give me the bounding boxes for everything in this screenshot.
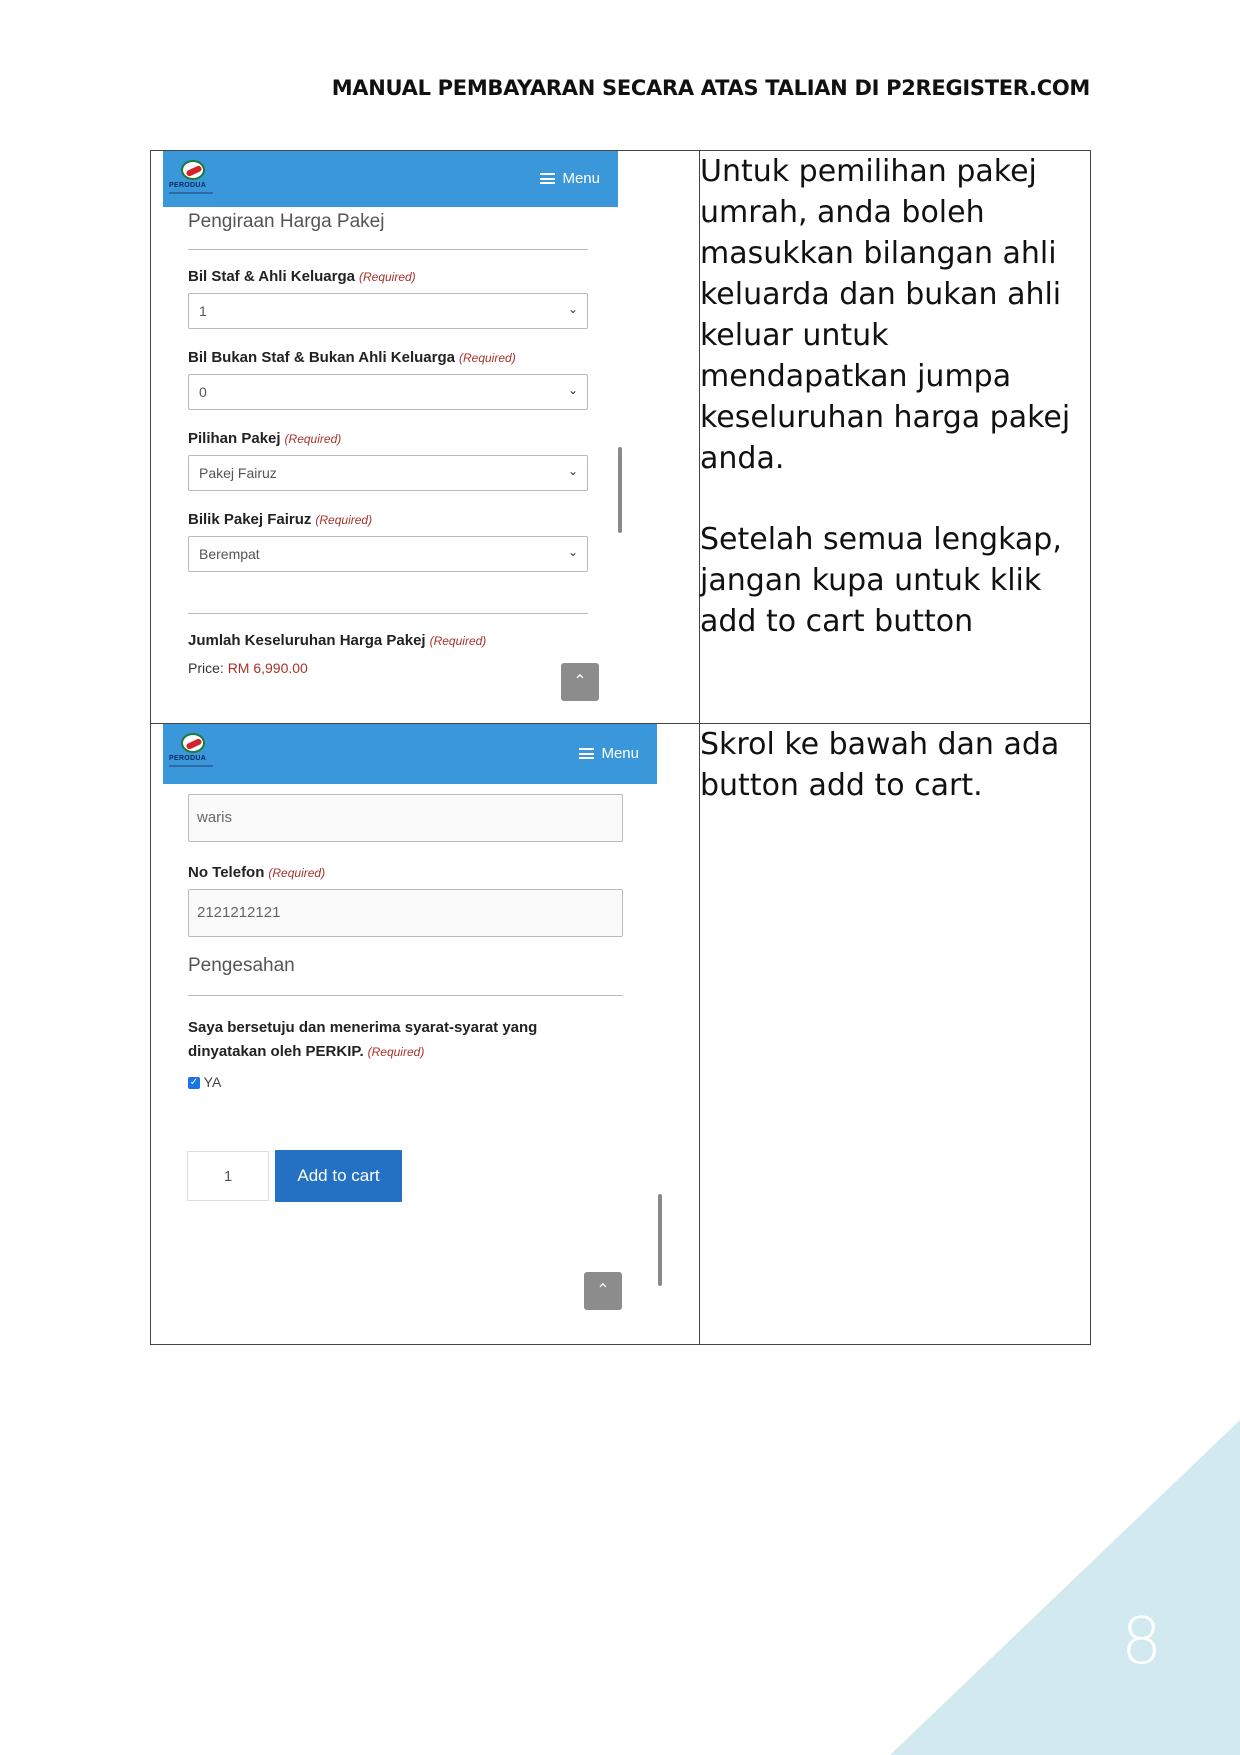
menu-button[interactable] bbox=[540, 170, 600, 187]
site-topbar bbox=[163, 151, 618, 207]
field-label: Bil Staf & Ahli Keluarga bbox=[188, 268, 355, 285]
field-package-choice bbox=[188, 430, 588, 491]
perodua-logo[interactable] bbox=[169, 160, 215, 198]
field-staff-count bbox=[188, 268, 588, 329]
logo-text: PERODUA bbox=[169, 182, 207, 189]
package-select[interactable] bbox=[188, 455, 588, 491]
agreement-label: Saya bersetuju dan menerima syarat-syarat yang dinyatakan oleh PERKIP. bbox=[188, 1019, 538, 1060]
required-marker: (Required) bbox=[367, 1045, 425, 1059]
agreement-text bbox=[188, 1016, 578, 1064]
phone-input[interactable]: 2121212121 bbox=[188, 889, 623, 937]
checkbox-checked-icon[interactable]: ✓ bbox=[189, 1077, 199, 1089]
page-number: 8 bbox=[1121, 1605, 1162, 1679]
section-title: Pengesahan bbox=[188, 955, 295, 976]
field-label: Jumlah Keseluruhan Harga Pakej bbox=[188, 632, 426, 649]
field-label: Pilihan Pakej bbox=[188, 430, 281, 447]
hamburger-icon bbox=[579, 748, 594, 759]
chevron-down-icon: ⌄ bbox=[567, 464, 578, 478]
section-divider bbox=[188, 995, 623, 996]
logo-tagline bbox=[169, 765, 213, 767]
staff-count-select[interactable] bbox=[188, 293, 588, 329]
scrollbar-thumb[interactable] bbox=[658, 1194, 662, 1286]
logo-mark-icon bbox=[181, 160, 205, 180]
non-staff-count-select[interactable] bbox=[188, 374, 588, 410]
scroll-to-top-button[interactable] bbox=[561, 663, 599, 701]
form-content-1 bbox=[188, 207, 588, 676]
description-cell-2 bbox=[700, 724, 1091, 1345]
select-value: Berempat bbox=[199, 546, 260, 562]
select-value: Pakej Fairuz bbox=[199, 465, 277, 481]
add-to-cart-button[interactable]: Add to cart bbox=[275, 1150, 402, 1202]
waris-input[interactable]: waris bbox=[188, 794, 623, 842]
select-value: 0 bbox=[199, 384, 207, 400]
form-content-2 bbox=[188, 794, 623, 1090]
logo-mark-icon bbox=[181, 733, 205, 753]
phone-screenshot-1 bbox=[163, 151, 618, 723]
checkbox-label: YA bbox=[203, 1074, 222, 1090]
description-cell-1 bbox=[700, 151, 1091, 724]
quantity-input[interactable]: 1 bbox=[187, 1151, 269, 1201]
instruction-table bbox=[150, 150, 1091, 1345]
price-label: Price: bbox=[188, 660, 224, 676]
step-row-1 bbox=[151, 151, 1091, 724]
screenshot-cell-1 bbox=[151, 151, 700, 724]
required-marker: (Required) bbox=[284, 432, 342, 446]
chevron-down-icon: ⌄ bbox=[567, 545, 578, 559]
menu-label: Menu bbox=[562, 170, 600, 187]
section-divider bbox=[188, 249, 588, 250]
field-room-type bbox=[188, 511, 588, 572]
required-marker: (Required) bbox=[358, 270, 416, 284]
scrollbar-thumb[interactable] bbox=[618, 447, 622, 533]
agree-checkbox-row[interactable] bbox=[188, 1074, 623, 1090]
scroll-to-top-button[interactable] bbox=[584, 1272, 622, 1310]
required-marker: (Required) bbox=[459, 351, 516, 365]
field-label: Bilik Pakej Fairuz bbox=[188, 511, 312, 528]
site-topbar bbox=[163, 724, 657, 784]
logo-text: PERODUA bbox=[169, 755, 207, 762]
page-header: MANUAL PEMBAYARAN SECARA ATAS TALIAN DI P2REGISTER.COM bbox=[331, 76, 1090, 100]
chevron-down-icon: ⌄ bbox=[567, 302, 578, 316]
section-title: Pengiraan Harga Pakej bbox=[188, 211, 385, 232]
screenshot-cell-2 bbox=[151, 724, 700, 1345]
price-line bbox=[188, 660, 588, 676]
required-marker: (Required) bbox=[268, 866, 326, 880]
field-label: No Telefon bbox=[188, 864, 265, 881]
room-select[interactable] bbox=[188, 536, 588, 572]
step-row-2 bbox=[151, 724, 1091, 1345]
required-marker: (Required) bbox=[315, 513, 373, 527]
field-label: Bil Bukan Staf & Bukan Ahli Keluarga bbox=[188, 349, 455, 366]
description-paragraph: Skrol ke bawah dan ada button add to cart. bbox=[700, 727, 1060, 803]
field-phone bbox=[188, 864, 623, 937]
phone-screenshot-2 bbox=[163, 724, 657, 1344]
menu-label: Menu bbox=[601, 745, 639, 762]
field-non-staff-count bbox=[188, 349, 588, 410]
description-paragraph: Setelah semua lengkap, jangan kupa untuk klik add to cart button bbox=[700, 522, 1062, 639]
logo-tagline bbox=[169, 192, 213, 194]
total-price-field bbox=[188, 632, 588, 676]
perodua-logo[interactable] bbox=[169, 733, 215, 771]
required-marker: (Required) bbox=[429, 634, 487, 648]
chevron-down-icon: ⌄ bbox=[567, 383, 578, 397]
section-divider bbox=[188, 613, 588, 614]
hamburger-icon bbox=[540, 173, 555, 184]
description-paragraph: Untuk pemilihan pakej umrah, anda boleh masukkan bilangan ahli keluarda dan bukan ahli keluar untuk mendapatkan jumpa keseluruhan harga pakej anda. bbox=[700, 154, 1071, 476]
chevron-up-icon: ⌃ bbox=[596, 1282, 610, 1299]
corner-decoration bbox=[890, 1420, 1240, 1755]
price-value: RM 6,990.00 bbox=[227, 660, 308, 676]
chevron-up-icon: ⌃ bbox=[573, 673, 587, 690]
select-value: 1 bbox=[199, 303, 207, 319]
menu-button[interactable] bbox=[579, 745, 639, 762]
